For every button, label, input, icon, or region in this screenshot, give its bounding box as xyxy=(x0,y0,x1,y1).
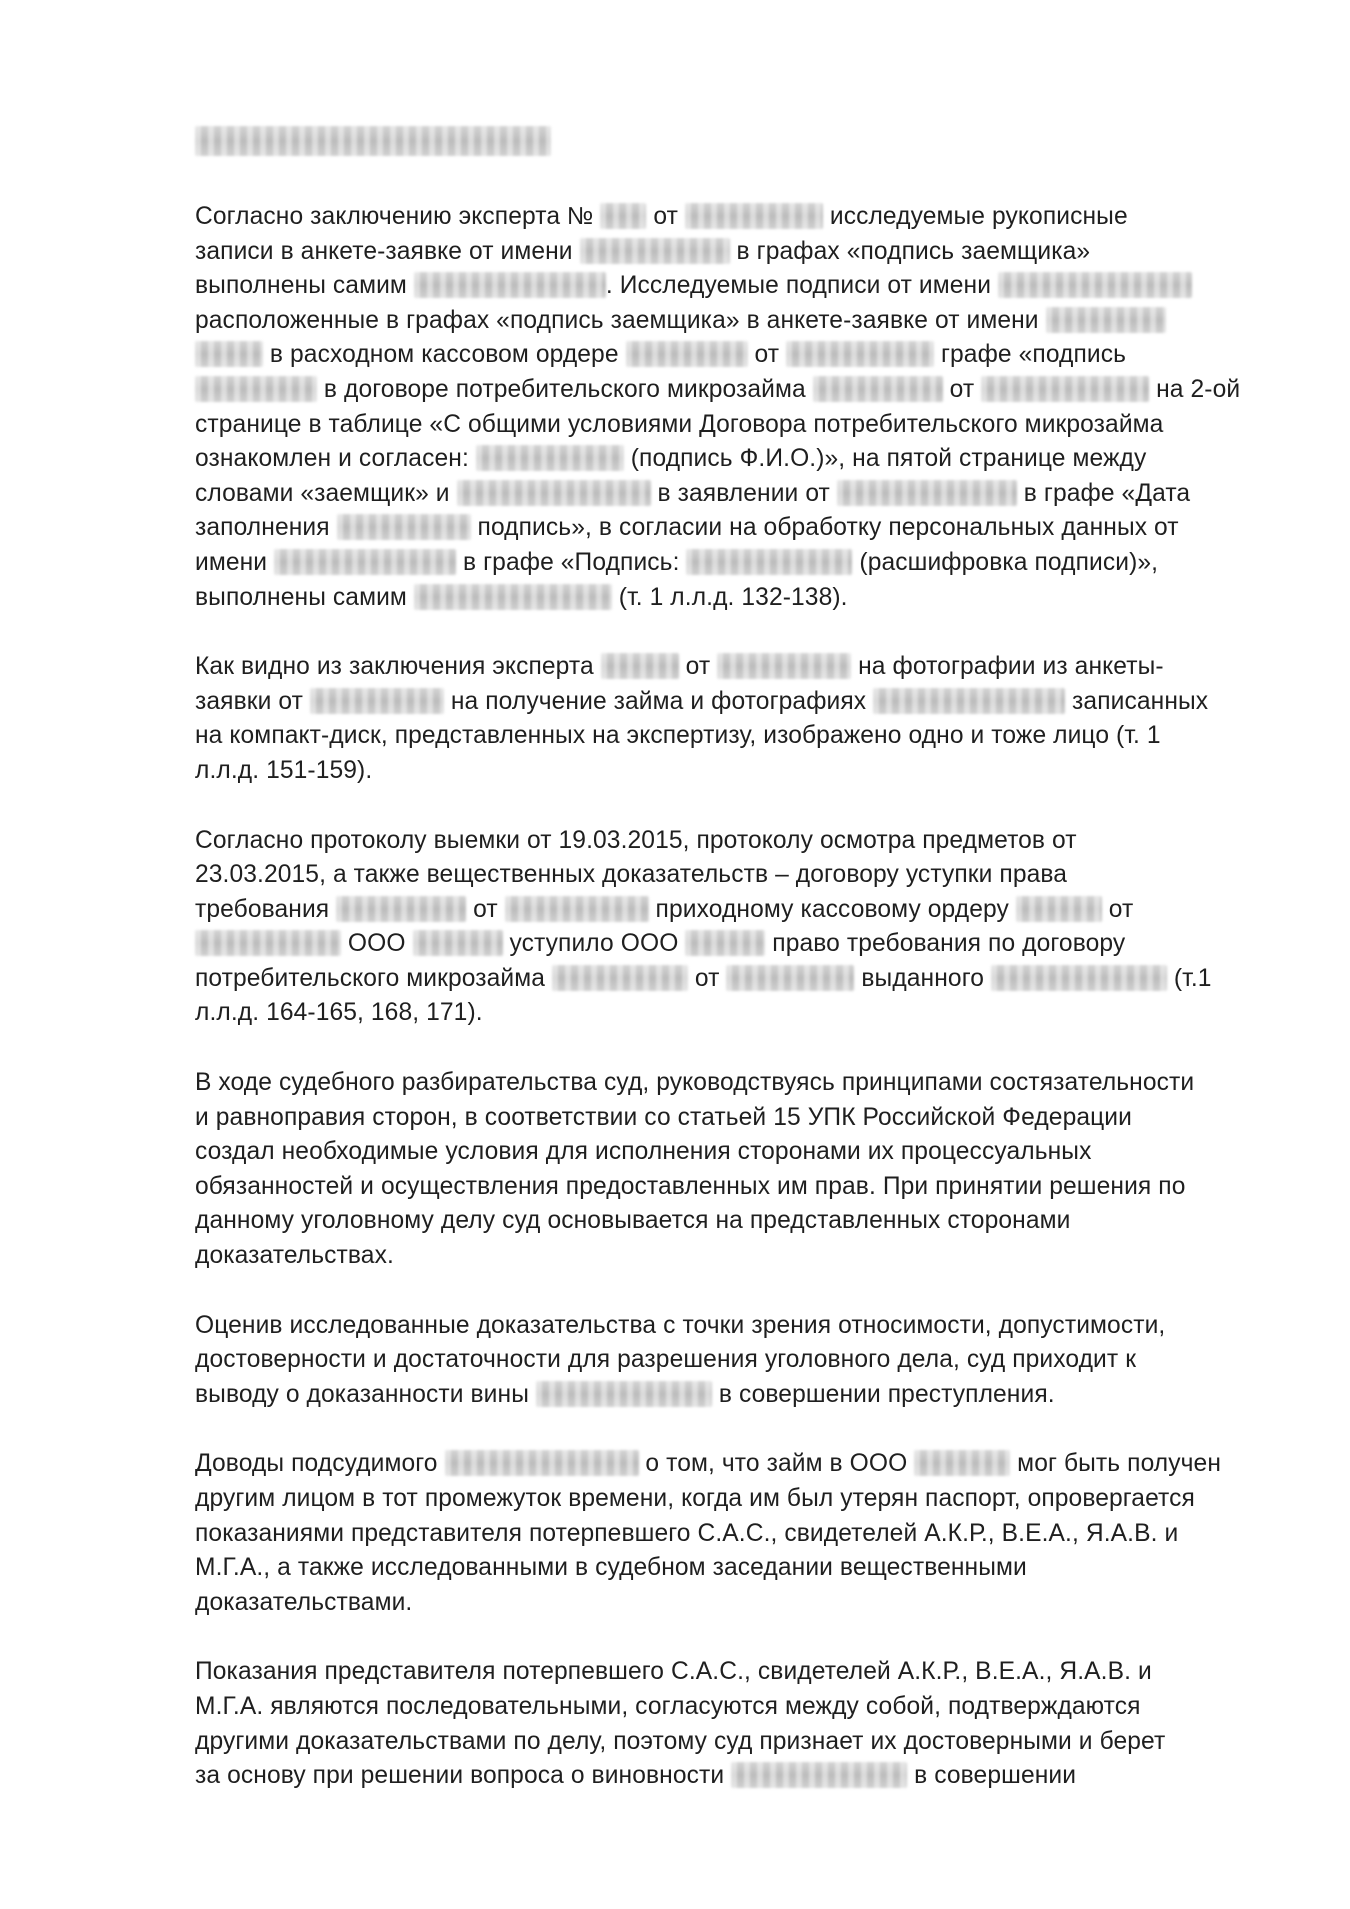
text-segment: ознакомлен и согласен: xyxy=(195,445,476,473)
text-segment: от xyxy=(466,895,505,923)
text-segment: графе «подпись xyxy=(934,341,1127,369)
text-line xyxy=(195,754,1270,789)
text-segment: от xyxy=(747,341,787,369)
text-segment: л.л.д. 151-159). xyxy=(195,756,373,784)
redacted-text xyxy=(981,376,1149,402)
text-segment: другим лицом в тот промежуток времени, когда им был утерян паспорт, опровергается xyxy=(195,1485,1195,1512)
text-segment: на получение займа и фотографиях xyxy=(443,687,874,715)
text-segment: в расходном кассовом ордере xyxy=(263,341,626,369)
text-segment: доказательствами. xyxy=(195,1588,413,1616)
text-line xyxy=(195,304,1270,339)
redacted-text xyxy=(686,549,852,575)
text-segment: (т. 1 л.л.д. 132-138). xyxy=(611,583,848,611)
text-line xyxy=(195,235,1270,270)
text-line xyxy=(195,1586,1270,1621)
paragraph xyxy=(195,1309,1270,1413)
text-line xyxy=(195,442,1270,477)
text-line xyxy=(195,581,1270,616)
redacted-text xyxy=(580,238,730,264)
text-segment: в графе «Подпись: xyxy=(456,548,687,576)
text-segment: в совершении xyxy=(907,1762,1077,1790)
text-segment: мог быть получен xyxy=(1010,1450,1222,1478)
text-line xyxy=(195,1551,1270,1586)
text-segment: Доводы подсудимого xyxy=(195,1450,445,1478)
text-line xyxy=(195,1309,1270,1344)
text-segment: заполнения xyxy=(195,514,337,542)
text-segment: на 2-ой xyxy=(1149,375,1241,403)
redacted-text xyxy=(717,653,851,679)
text-line xyxy=(195,650,1270,685)
redacted-text xyxy=(998,272,1192,298)
text-segment: л.л.д. 164-165, 168, 171). xyxy=(195,999,483,1027)
text-line xyxy=(195,858,1270,893)
text-line xyxy=(195,1655,1270,1690)
text-segment: от xyxy=(942,375,982,403)
redacted-text xyxy=(991,965,1167,991)
redacted-text xyxy=(1046,307,1166,333)
text-segment: требования xyxy=(195,895,337,923)
text-line xyxy=(195,1170,1270,1205)
text-segment: (расшифровка подписи)», xyxy=(852,548,1159,576)
text-segment: другими доказательствами по делу, поэтому суд признает их достоверными и берет xyxy=(195,1727,1166,1755)
redacted-text xyxy=(873,688,1065,714)
text-segment: достоверности и достаточности для разрешения уголовного дела, суд приходит к xyxy=(195,1346,1137,1374)
redacted-text xyxy=(505,896,649,922)
paragraph xyxy=(195,650,1270,788)
redacted-text xyxy=(1016,896,1102,922)
redacted-text xyxy=(626,341,748,367)
text-line xyxy=(195,1204,1270,1239)
redacted-text xyxy=(685,203,823,229)
text-segment: показаниями представителя потерпевшего С.А.С., свидетелей А.К.Р., В.Е.А., Я.А.В. и xyxy=(195,1519,1179,1547)
text-line xyxy=(195,1482,1270,1517)
redacted-text xyxy=(336,896,466,922)
text-line xyxy=(195,1447,1270,1482)
text-segment: Как видно из заключения эксперта xyxy=(195,653,601,681)
text-segment: Показания представителя потерпевшего С.А.С., свидетелей А.К.Р., В.Е.А., Я.А.В. и xyxy=(195,1658,1152,1686)
text-segment: создал необходимые условия для исполнения сторонами их процессуальных xyxy=(195,1138,1092,1166)
text-line xyxy=(195,1759,1270,1794)
text-line xyxy=(195,962,1270,997)
redacted-text xyxy=(731,1762,907,1788)
redacted-text xyxy=(414,584,612,610)
text-line xyxy=(195,1517,1270,1552)
redacted-text xyxy=(786,341,934,367)
text-segment: в заявлении от xyxy=(650,479,837,507)
text-segment: Согласно протоколу выемки от 19.03.2015, протоколу осмотра предметов от xyxy=(195,826,1077,854)
text-line xyxy=(195,1066,1270,1101)
redacted-text xyxy=(552,965,688,991)
redacted-text xyxy=(914,1450,1010,1476)
redacted-text xyxy=(195,930,341,956)
text-segment: за основу при решении вопроса о виновности xyxy=(195,1762,732,1790)
text-line xyxy=(195,269,1270,304)
text-line xyxy=(195,477,1270,512)
text-segment: обязанностей и осуществления предоставленных им прав. При принятии решения по xyxy=(195,1172,1186,1200)
text-segment: в договоре потребительского микрозайма xyxy=(317,375,813,403)
text-segment: в графе «Дата xyxy=(1016,479,1191,507)
paragraph xyxy=(195,1447,1270,1620)
text-line xyxy=(195,1725,1270,1760)
text-line xyxy=(195,996,1270,1031)
text-segment: выводу о доказанности вины xyxy=(195,1380,536,1408)
text-segment: доказательствах. xyxy=(195,1242,394,1270)
redacted-header xyxy=(195,126,551,156)
text-segment: от xyxy=(1101,895,1134,923)
text-segment: приходному кассовому ордеру xyxy=(648,895,1016,923)
text-line xyxy=(195,1135,1270,1170)
text-line xyxy=(195,893,1270,928)
redacted-text xyxy=(414,272,606,298)
text-segment: право требования по договору xyxy=(765,930,1126,958)
paragraph xyxy=(195,1066,1270,1274)
redacted-text xyxy=(445,1450,639,1476)
text-segment: (подпись Ф.И.О.)», на пятой странице между xyxy=(623,445,1147,473)
text-line xyxy=(195,719,1270,754)
redacted-text xyxy=(476,445,624,471)
redacted-text xyxy=(600,203,646,229)
redacted-text xyxy=(195,376,317,402)
text-line xyxy=(195,1343,1270,1378)
redacted-text xyxy=(337,514,471,540)
text-segment: заявки от xyxy=(195,687,310,715)
text-line xyxy=(195,1101,1270,1136)
redacted-text xyxy=(601,653,679,679)
redacted-text xyxy=(813,376,943,402)
redacted-text xyxy=(726,965,854,991)
paragraph xyxy=(195,1655,1270,1793)
text-segment: Согласно заключению эксперта № xyxy=(195,203,601,230)
text-segment: от xyxy=(646,203,685,230)
text-segment: ООО xyxy=(341,930,413,958)
text-segment: данному уголовному делу суд основывается на представленных сторонами xyxy=(195,1207,1071,1235)
text-segment: и равноправия сторон, в соответствии со статьей 15 УПК Российской Федерации xyxy=(195,1103,1132,1131)
text-segment: на фотографии из анкеты- xyxy=(851,653,1164,681)
redacted-text xyxy=(536,1381,712,1407)
redacted-text xyxy=(457,480,651,506)
text-segment: записи в анкете-заявке от имени xyxy=(195,237,580,265)
redacted-text xyxy=(274,549,456,575)
text-segment: выданного xyxy=(854,964,991,992)
text-line xyxy=(195,1378,1270,1413)
text-line xyxy=(195,1690,1270,1725)
text-segment: 23.03.2015, а также вещественных доказательств – договору уступки права xyxy=(195,861,1068,889)
redacted-text xyxy=(685,930,765,956)
text-line xyxy=(195,373,1270,408)
paragraph xyxy=(195,200,1270,615)
text-segment: потребительского микрозайма xyxy=(195,964,552,992)
text-segment: уступило ООО xyxy=(502,930,686,958)
text-segment: в графах «подпись заемщика» xyxy=(729,237,1091,265)
redacted-text xyxy=(413,930,503,956)
text-line xyxy=(195,685,1270,720)
text-segment: подпись», в согласии на обработку персональных данных от xyxy=(470,514,1179,542)
text-segment: о том, что займ в ООО xyxy=(638,1450,915,1478)
text-segment: (т.1 xyxy=(1166,964,1212,992)
text-segment: записанных xyxy=(1065,687,1209,715)
text-segment: странице в таблице «С общими условиями Договора потребительского микрозайма xyxy=(195,410,1164,438)
text-line xyxy=(195,511,1270,546)
text-segment: В ходе судебного разбирательства суд, руководствуясь принципами состязательности xyxy=(195,1069,1195,1097)
text-segment: словами «заемщик» и xyxy=(195,479,457,507)
text-line xyxy=(195,546,1270,581)
text-segment: расположенные в графах «подпись заемщика» в анкете-заявке от имени xyxy=(195,306,1046,334)
paragraph xyxy=(195,824,1270,1032)
redacted-text xyxy=(310,688,444,714)
text-segment: исследуемые рукописные xyxy=(822,203,1128,230)
text-segment: на компакт-диск, представленных на экспертизу, изображено одно и тоже лицо (т. 1 xyxy=(195,722,1161,750)
redacted-text xyxy=(837,480,1017,506)
text-line xyxy=(195,338,1270,373)
text-segment: от xyxy=(687,964,727,992)
redacted-text xyxy=(195,341,263,367)
text-segment: М.Г.А., а также исследованными в судебном заседании вещественными xyxy=(195,1554,1027,1582)
text-segment: от xyxy=(678,653,718,681)
text-line xyxy=(195,200,1270,235)
document-body xyxy=(195,200,1270,1794)
text-line xyxy=(195,824,1270,859)
text-segment: выполнены самим xyxy=(195,583,414,611)
text-segment: выполнены самим xyxy=(195,272,414,300)
text-segment: в совершении преступления. xyxy=(711,1380,1055,1408)
text-line xyxy=(195,1239,1270,1274)
text-segment: М.Г.А. являются последовательными, согласуются между собой, подтверждаются xyxy=(195,1692,1141,1720)
text-line xyxy=(195,927,1270,962)
text-segment: Оценив исследованные доказательства с точки зрения относимости, допустимости, xyxy=(195,1311,1166,1339)
text-segment: . Исследуемые подписи от имени xyxy=(605,272,998,300)
text-segment: имени xyxy=(195,548,275,576)
text-line xyxy=(195,408,1270,443)
